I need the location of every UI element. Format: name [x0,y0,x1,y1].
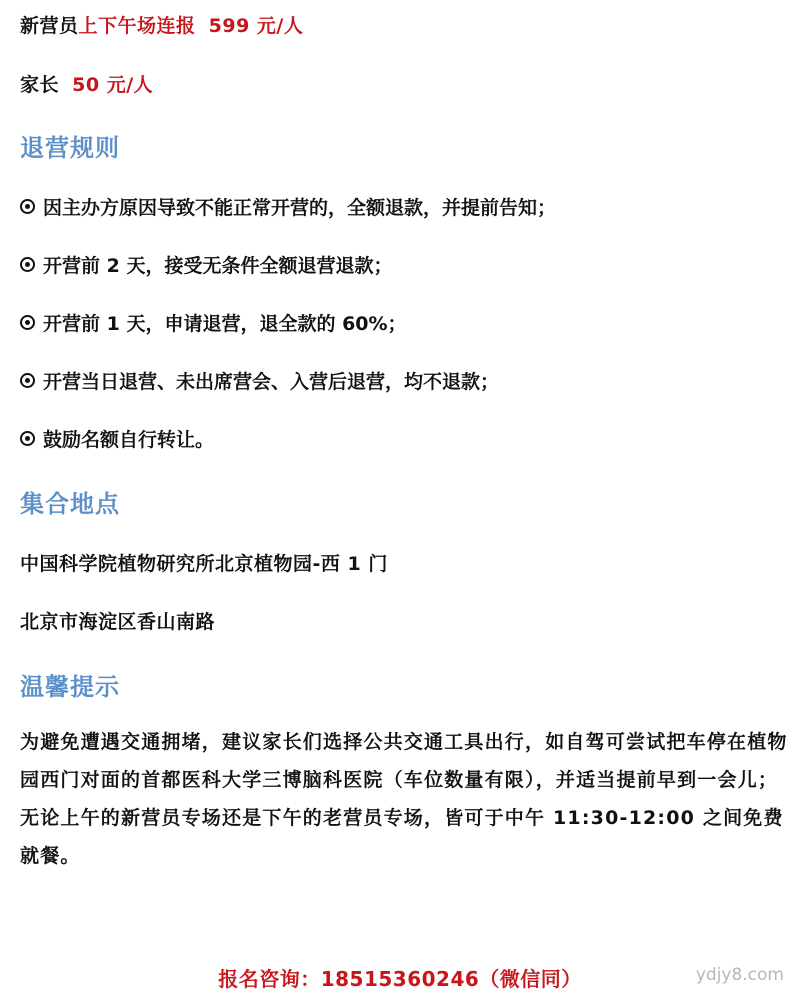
circle-bullet-icon [20,431,35,446]
refund-item [20,309,407,336]
meeting-heading: 集合地点 [20,490,120,518]
site-watermark: ydjy8.com [695,965,784,985]
refund-item-text: 开营当日退营、未出席营会、入营后退营，均不退款； [43,371,500,393]
refund-item [20,251,392,278]
parent-price: 50 元/人 [72,74,154,96]
circle-bullet-icon [20,199,35,214]
refund-item-text: 因主办方原因导致不能正常开营的，全额退款，并提前告知； [43,197,557,219]
refund-item [20,367,499,394]
meeting-location: 中国科学院植物研究所北京植物园-西 1 门 [20,553,388,575]
contact-line: 报名咨询：18515360246（微信同） [218,967,582,991]
tips-heading: 温馨提示 [20,673,120,701]
refund-item-text: 开营前 2 天，接受无条件全额退营退款； [43,255,393,277]
parent-label: 家长 [20,74,60,96]
circle-bullet-icon [20,257,35,272]
circle-bullet-icon [20,373,35,388]
new-member-price: 599 元/人 [208,15,304,37]
refund-heading: 退营规则 [20,134,120,162]
pricing-new-member [20,11,303,38]
refund-item [20,425,214,452]
pricing-parent [20,70,153,97]
tips-paragraph: 为避免遭遇交通拥堵，建议家长们选择公共交通工具出行，如自驾可尝试把车停在植物园西门对面的首都医科大学三博脑科医院（车位数量有限），并适当提前早到一会儿；无论上午的新营员专场还是下午的老营员专场，皆可于中午 11:30-12:00 之间免费就餐。 [20,731,788,867]
refund-item-text: 鼓励名额自行转让。 [43,429,215,451]
refund-item [20,193,556,220]
circle-bullet-icon [20,315,35,330]
meeting-address: 北京市海淀区香山南路 [20,611,216,633]
refund-item-text: 开营前 1 天，申请退营，退全款的 60%； [43,313,407,335]
new-member-label: 新营员 [20,15,79,37]
new-member-session: 上下午场连报 [78,15,196,37]
